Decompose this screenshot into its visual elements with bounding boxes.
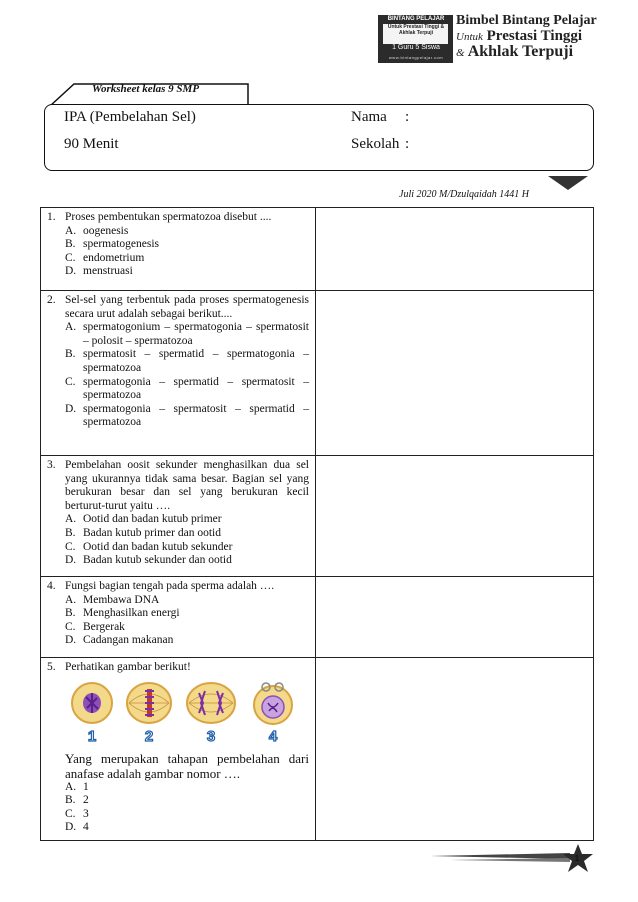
- slogan-line3: [456, 43, 573, 61]
- option-key: D.: [65, 821, 77, 834]
- subject-title: IPA (Pembelahan Sel): [64, 109, 196, 125]
- slogan-line3-prefix: &: [456, 47, 465, 59]
- info-box-pointer: [548, 175, 588, 191]
- question-row-4: [41, 577, 594, 658]
- logo-tagline: Untuk Prestasi Tinggi & Akhlak Terpuji: [387, 24, 445, 36]
- option-text: 2: [83, 794, 89, 807]
- question-row-3: [41, 456, 594, 577]
- option-key: B.: [65, 348, 76, 361]
- school-label: Sekolah: [351, 136, 400, 152]
- question-table: [40, 207, 594, 841]
- question-text: Fungsi bagian tengah pada sperma adalah ….: [65, 580, 275, 592]
- option-text: Menghasilkan energi: [83, 607, 180, 620]
- option-text: Membawa DNA: [83, 593, 160, 606]
- option-key: B.: [65, 794, 76, 807]
- question-cell: [41, 208, 316, 291]
- question-number: 3.: [47, 459, 56, 471]
- slogan-line2-text: Prestasi Tinggi: [486, 28, 583, 44]
- question-text-2: Yang merupakan tahapan pembelahan dari anafase adalah gambar nomor ….: [65, 750, 309, 781]
- answer-cell[interactable]: [316, 658, 594, 841]
- option-text: endometrium: [83, 251, 145, 264]
- name-label: Nama: [351, 109, 387, 125]
- option-text: Bergerak: [83, 620, 125, 633]
- figure-label-1: 1: [87, 727, 97, 743]
- figure-label-2: 2: [144, 727, 154, 743]
- school-colon: :: [405, 136, 410, 152]
- option-key: D.: [65, 634, 77, 647]
- question-row-1: [41, 208, 594, 291]
- name-colon: :: [405, 109, 410, 125]
- slogan-line3-text: Akhlak Terpuji: [467, 43, 574, 60]
- option-text: spermatogonium – spermatogonia – spermatosit – polosit – spermatozoa: [83, 321, 309, 347]
- question-cell: [41, 577, 316, 658]
- logo-brand: BINTANG PELAJAR: [387, 16, 445, 22]
- question-cell: [41, 291, 316, 456]
- logo-number: 1 Guru 5 Siswa: [392, 44, 440, 51]
- slogan-line2-prefix: Untuk: [456, 31, 483, 43]
- worksheet-label: Worksheet kelas 9 SMP: [92, 83, 200, 95]
- question-text: Pembelahan oosit sekunder menghasilkan dua sel yang ukurannya tidak sama besar. Bagian sel yang berukuran besar dan sel yang berukuran kecil berturut-turut yaitu ….: [65, 459, 309, 512]
- question-text: Sel-sel yang terbentuk pada proses spermatogenesis secara urut adalah sebagai berikut....: [65, 294, 309, 320]
- option-key: D.: [65, 402, 77, 415]
- option-key: B.: [65, 238, 76, 251]
- question-text: Proses pembentukan spermatozoa disebut ....: [65, 211, 272, 223]
- option-text: Badan kutub primer dan ootid: [83, 526, 221, 539]
- logo-url: www.bintangpelajar.com: [388, 55, 444, 60]
- question-row-2: [41, 291, 594, 456]
- option-key: D.: [65, 265, 77, 278]
- option-text: Cadangan makanan: [83, 634, 174, 647]
- option-text: Ootid dan badan kutub sekunder: [83, 540, 233, 553]
- option-text: Badan kutub sekunder dan ootid: [83, 554, 232, 567]
- option-text: spermatogonia – spermatosit – spermatid – spermatozoa: [83, 402, 309, 429]
- option-text: spermatogenesis: [83, 238, 160, 251]
- figure-label-4: 4: [268, 727, 278, 743]
- question-text: Perhatikan gambar berikut!: [65, 661, 191, 673]
- question-number: 1.: [47, 211, 56, 223]
- date-label: Juli 2020 M/Dzulqaidah 1441 H: [399, 189, 529, 200]
- cell-division-figure: [65, 681, 299, 743]
- option-key: A.: [65, 780, 77, 793]
- duration-text: 90 Menit: [64, 136, 119, 152]
- option-key: D.: [65, 554, 77, 567]
- option-text: oogenesis: [83, 224, 129, 237]
- question-cell: [41, 456, 316, 577]
- option-key: A.: [65, 513, 77, 526]
- option-text: spermatogonia – spermatid – spermatosit – spermatozoa: [83, 375, 309, 402]
- answer-cell[interactable]: [316, 291, 594, 456]
- page-number: 1: [574, 854, 580, 863]
- option-key: A.: [65, 321, 77, 334]
- option-key: C.: [65, 620, 76, 633]
- option-text: spermatosit – spermatid – spermatogonia – spermatozoa: [83, 348, 309, 374]
- option-key: C.: [65, 251, 76, 264]
- option-key: B.: [65, 526, 76, 539]
- option-key: B.: [65, 607, 76, 620]
- option-key: C.: [65, 540, 76, 553]
- option-text: menstruasi: [83, 265, 133, 278]
- question-number: 4.: [47, 580, 56, 592]
- slogan-line1: Bimbel Bintang Pelajar: [456, 13, 597, 28]
- cell-figure-1: [72, 683, 112, 723]
- option-key: C.: [65, 807, 76, 820]
- answer-cell[interactable]: [316, 577, 594, 658]
- answer-cell[interactable]: [316, 456, 594, 577]
- figure-label-3: 3: [206, 727, 216, 743]
- question-number: 5.: [47, 661, 56, 673]
- option-text: 4: [83, 821, 89, 834]
- option-text: 1: [83, 780, 89, 793]
- option-key: A.: [65, 224, 77, 237]
- cell-figure-4: [254, 683, 292, 724]
- option-text: Ootid dan badan kutub primer: [83, 513, 222, 526]
- option-text: 3: [83, 807, 89, 820]
- question-row-5: [41, 658, 594, 841]
- answer-cell[interactable]: [316, 208, 594, 291]
- question-cell: [41, 658, 316, 841]
- option-key: C.: [65, 375, 76, 388]
- cell-figure-3: [187, 683, 235, 723]
- option-key: A.: [65, 593, 77, 606]
- question-number: 2.: [47, 294, 56, 306]
- cell-figure-2: [127, 683, 171, 723]
